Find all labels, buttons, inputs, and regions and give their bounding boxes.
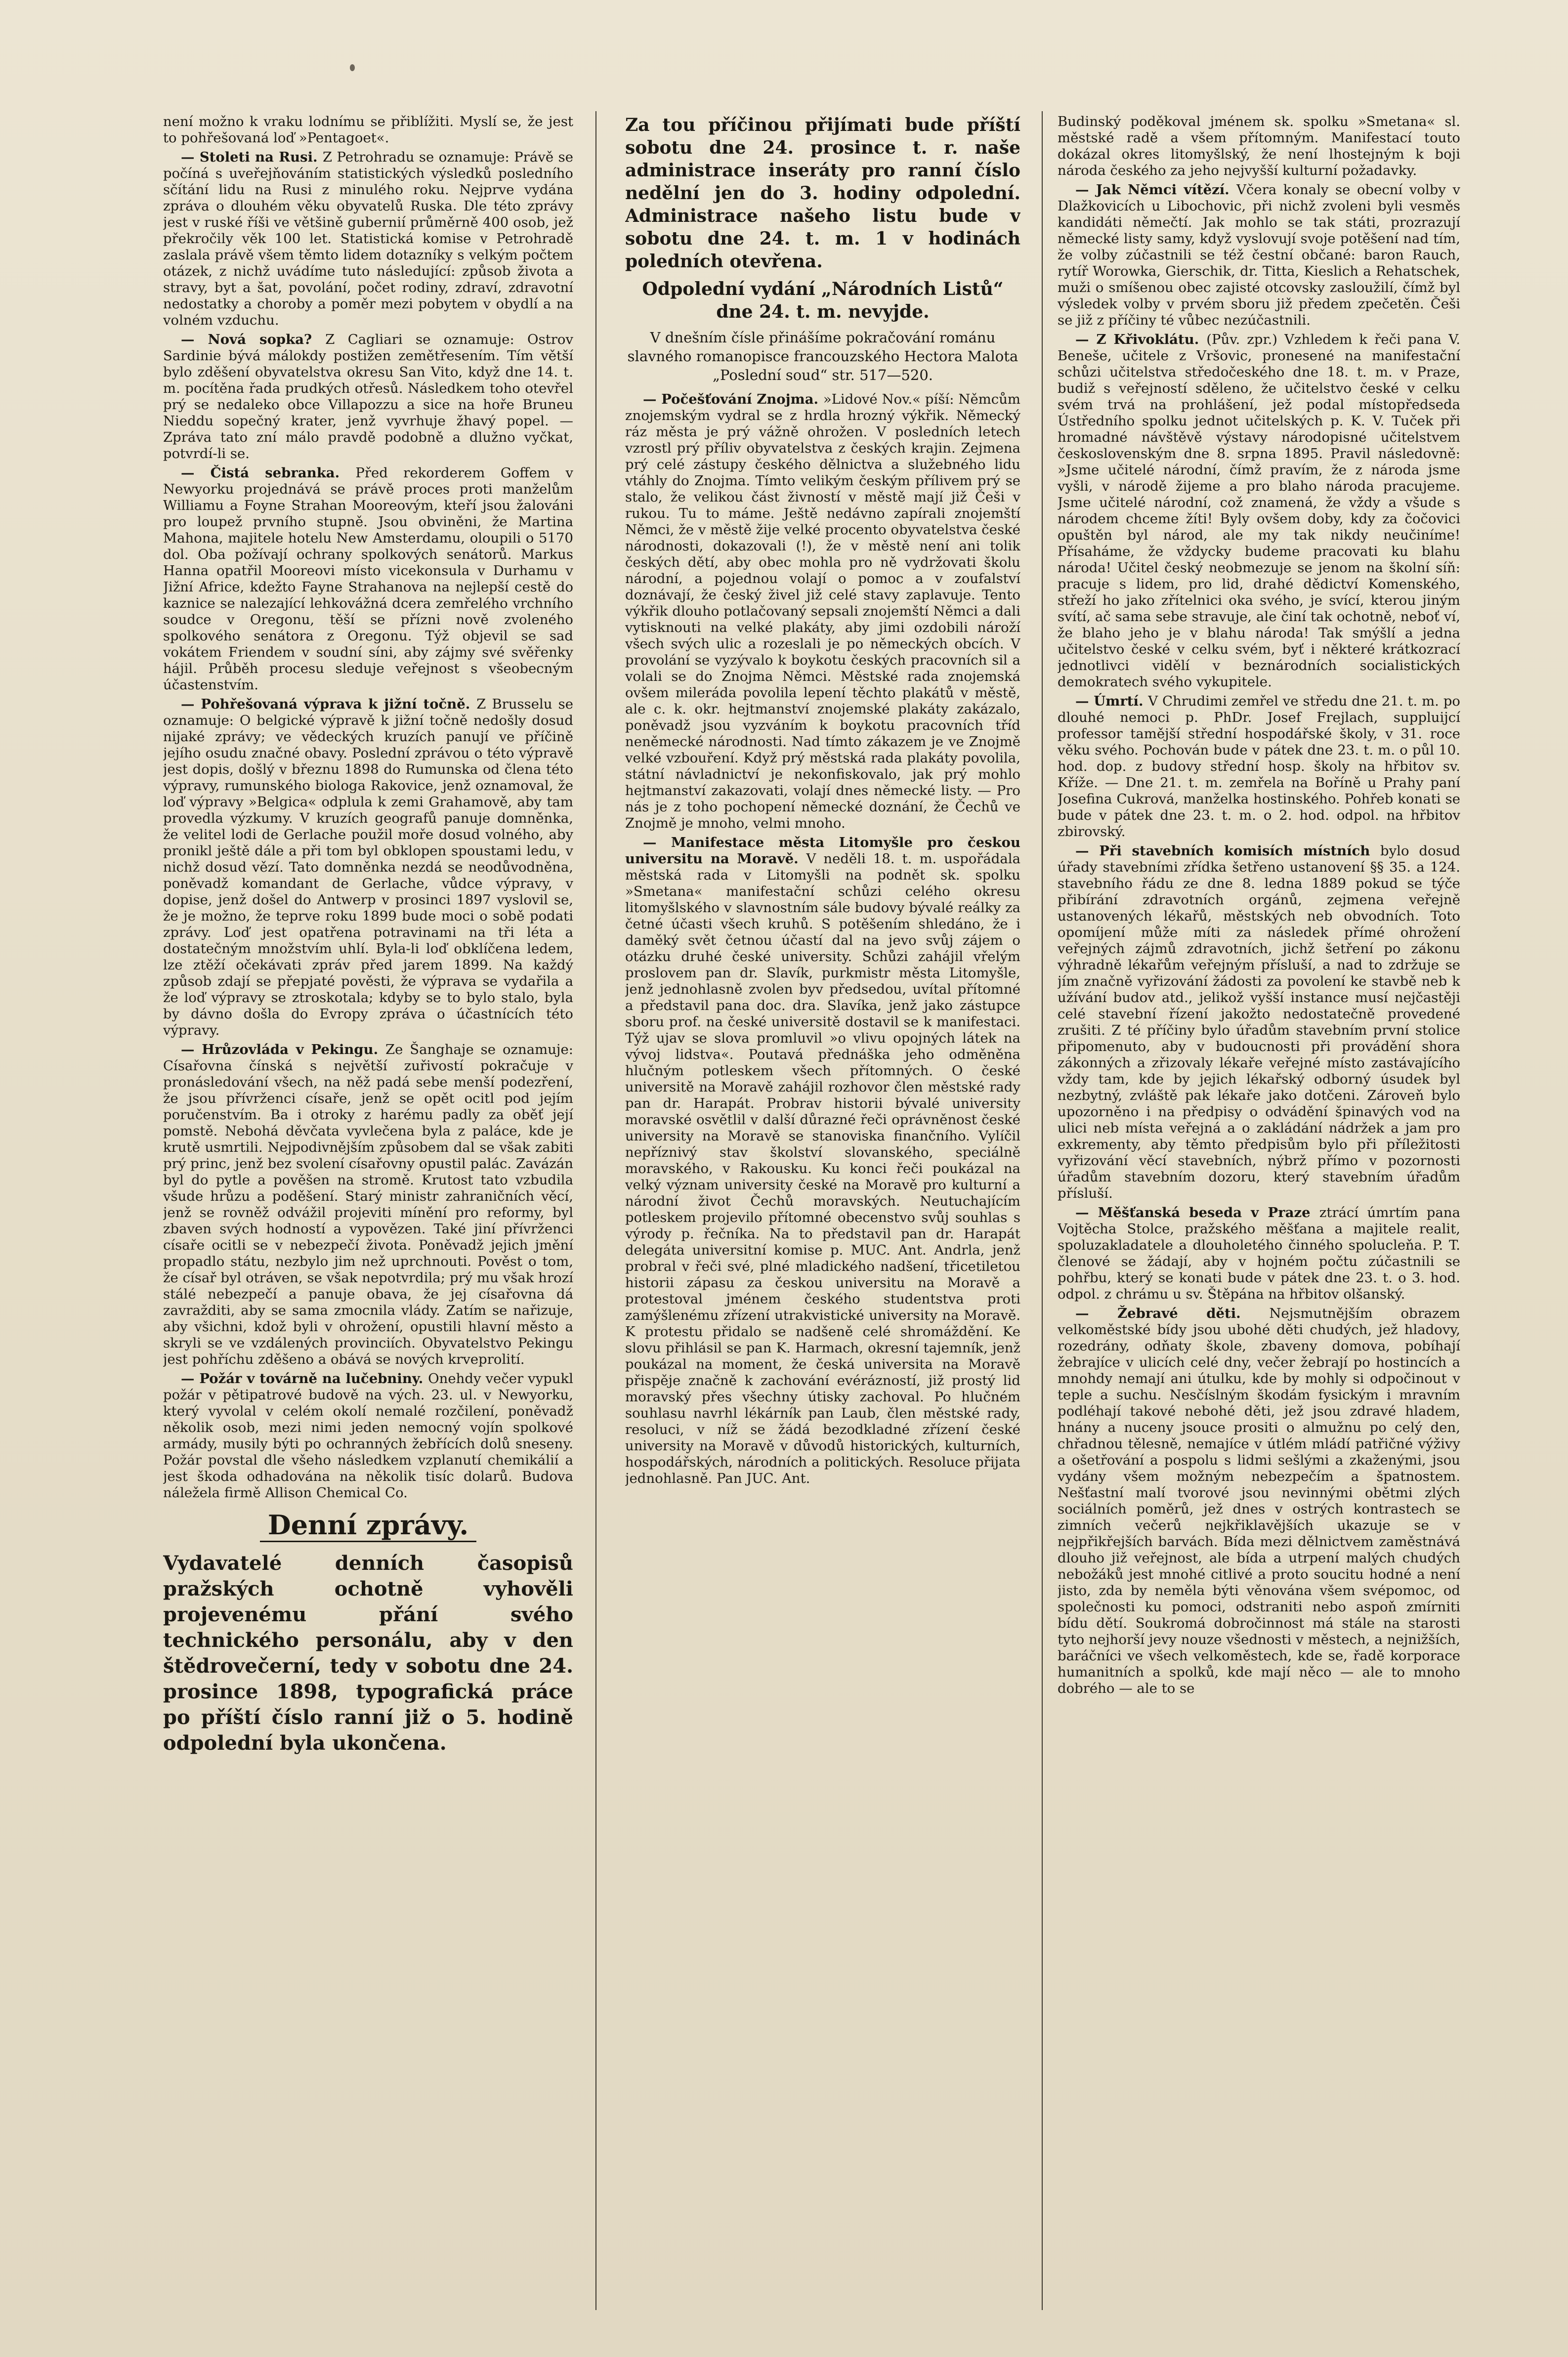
ink-speck xyxy=(350,64,355,71)
article-litomysl xyxy=(625,835,1020,1487)
article-continuation: není možno k vraku lodnímu se přiblížiti. Myslí se, že jest to pohřešovaná loď »Pentagoet«. xyxy=(163,114,573,146)
notice-administration: Za tou příčinou přijímati bude příští sobotu dne 24. prosince t. r. naše administrace inseráty pro ranní číslo nedělní jen do 3. hodiny odpolední. Administrace našeho listu bude v sobotu dne 24. t. m. 1 v hodinách poledních otevřena. xyxy=(625,115,1020,272)
article-body: bylo dosud úřady stavebními zřídka šetřeno ustanovení §§ 35. a 124. stavebního řádu ze dne 8. ledna 1889 pokud se týče přibírání zdravotních orgánů, zejmena veřejně ustanovených lékařů, městských neb obvodních. Toto opomíjení může míti za následek přímé ohrožení veřejných zájmů zdravotních, jichž šetření po zákonu výhradně lékařům veřejným přísluší, a nad to zdržuje se jím značně vyřizování žádosti za povolení ke stavbě neb k užívání budov atd., jelikož vyšší instance musí nejčastěji celé stavební řízení jakožto nedostatečně provedené zrušiti. Z té příčiny bylo úřadům stavebním první stolice připomenuto, aby v budoucnosti při provádění shora zákonných a zřizovaly lékaře veřejné místo zastávajícího vždy tam, kde by jejich lékařský odborný úsudek byl nezbytný, zvláště pak lékaře jako dotčeni. Zároveň bylo upozorněno i na předpisy o odvádění špinavých vod na ulici neb místa veřejná a o zakládání nádržek a jam pro exkrementy, aby těmto předpisům bylo při příležitosti vyřizování věcí stavebních, nýbrž přímo v pozornosti úřadům stavebním dozoru, který stavebním úřadům přísluší. xyxy=(1058,843,1460,1201)
column-2 xyxy=(625,114,1020,2310)
column-rule xyxy=(1042,111,1043,2310)
article-heading: — Žebravé děti. xyxy=(1075,1305,1270,1321)
article-zebrave xyxy=(1058,1305,1460,1697)
section-title xyxy=(163,1509,573,1541)
article-krivoklat xyxy=(1058,332,1460,690)
article-hrozovlada xyxy=(163,1042,573,1368)
column-3 xyxy=(1058,114,1460,2310)
notice-afternoon-edition: Odpolední vydání „Národních Listů“ dne 24. t. m. nevyjde. xyxy=(642,279,1004,322)
article-heading: — Nová sopka? xyxy=(181,332,326,347)
article-body: ztrácí úmrtím pana Vojtěcha Stolce, pražského měšťana a majitele realit, spoluzakladatele a dlouholetého činného spolucleňa. P. T. členové se žádají, aby v hojném počtu zúčastnili se pohřbu, který se konati bude v pátek dne 23. t. o 3. hod. odpol. z chrámu u sv. Štěpána na hřbitov olšanský. xyxy=(1058,1205,1460,1302)
article-znojmo xyxy=(625,391,1020,832)
article-body: Onehdy večer vypukl požár v pětipatrové budově na vých. 23. ul. v Newyorku, který vyvolal v celém okolí nemalé rozčilení, poněvadž několik osob, mezi nimi jeden nemocný vojín spolkové armády, musily býti po ochranných žebřících dolů sneseny. Požár povstal dle všeho následkem vzplanutí chemikálií a jest škoda odhadována na několik tisíc dolarů. Budova náležela firmě Allison Chemical Co. xyxy=(163,1371,573,1501)
article-heading: — Požár v továrně na lučebniny. xyxy=(181,1371,428,1387)
article-pozar xyxy=(163,1371,573,1501)
article-rusi xyxy=(163,149,573,329)
article-heading: — Pohřešovaná výprava k jižní točně. xyxy=(181,696,477,712)
article-beseda xyxy=(1058,1205,1460,1303)
article-body: (Pův. zpr.) Vzhledem k řeči pana V. Beneše, učitele z Vršovic, pronesené na manifestační schůzi učitelstva středočeského dne 18. t. m. v Praze, budiž s veřejností sděleno, že učitelstvo české v celku svém trvá na prohlášení, jež podal místopředseda Ústředního spolku jednot učitelských p. K. V. Tuček při hromadné návštěvě výstavy národopisné učitelstvem československým dne 8. srpna 1895. Pravil následovně: »Jsme učitelé národní, čímž pravím, že z národa jsme vyšli, v národě žijeme a pro blaho národa pracujeme. Jsme učitelé národní, což znamená, že vždy a všude s národem chceme žíti! Byly ovšem doby, kdy za čočovici opuštěn byl národ, ale my tak nikdy neučiníme! Přísaháme, že vždycky budeme pracovati ku blahu národa! Učitel český neobmezuje se jenom na školní síň: pracuje s lidem, pro lid, drahé dědictví Komenského, střeží ho jako zřítelnici oka svého, je svící, kterou jiným svítí, ač sama sebe stravuje, ale činí tak ochotně, neboť ví, že blaho jeho je v blahu národa! Tak smýšlí a jedna učitelstvo české v celku svém, byť i některé krátkozrací jednotlivci vidělí v beznárodních socialistických demokratech svého vykupitele. xyxy=(1058,332,1460,690)
notice-novel: V dnešním čísle přinášíme pokračování románu slavného romanopisce francouzského Hectora Malota „Poslední soud“ str. 517—520. xyxy=(627,329,1018,383)
article-body: Nejsmutnějším obrazem velkoměstské bídy jsou ubohé děti chudých, jež hladovy, rozedrány, odňaty škole, zbaveny domova, pobíhají žebrajíce v ulicích celé dny, večer žebrají po hostincích a mnohdy nemají ani útulku, kde by mohly si odpočinout v teple a suchu. Nesčíslným škodám fysickým i mravním podléhají takové nebohé děti, jež jsou zdravé hladem, hnány a nuceny jsouce prositi o almužnu po celý den, chřadnou tělesně, nemajíce v útlém mládí patřičné výživy a ošetřování a pospolu s lidmi sešlými a zkaženými, jsou vydány všem možným nebezpečím a špatnostem. Nešťastní malí tvorové jsou nevinnými obětmi zlých sociálních poměrů, jež dnes v ostrých kontrastech se zimních večerů nejkřiklavějších ukazuje se v nejpřikřejších barvách. Bída mezi dělnictvem zaměstnává dlouho již veřejnost, ale bída a utrpení malých chudých nebožáků jest mnohé citlivé a proto soucitu hodné a není jisto, zda by neměla býti věnována všem svépomoc, od společnosti ku pomoci, odstraniti nebo aspoň zmírniti bídu dětí. Soukromá dobročinnost má stále na starosti tyto nejhorší jevy nouze všednosti v městech, a nejnižších, baráčníci ve všech velkoměstech, kde se, řadě korporace humanitních a spolků, kde mají něco — ale to mnoho dobrého — ale to se xyxy=(1058,1305,1460,1696)
article-body: Před rekorderem Goffem v Newyorku projednává se právě proces proti manželům Williamu a Foyne Strahan Mooreovým, kteří jsou žalováni pro loupež prvního stupně. Jsou obviněni, že Martina Mahona, majitele hotelu New Amsterdamu, oloupili o 5170 dol. Oba požívají ochrany spolkových senátorů. Markus Hanna opatřil Mooreovi místo vicekonsula v Durhamu v Jižní Africe, kdežto Fayne Strahanova na nejlepší cestě do kaznice se nalezající lehkovážná dcera zemřelého vrchního soudce v Oregonu, těší se přízni nově zvoleného spolkového senátora z Oregonu. Týž objevil se sad vokátem Friendem v soudní síni, aby zájmy své svěřenky hájil. Průběh procesu sleduje veřejnost s všeobecným účastenstvím. xyxy=(163,465,573,693)
article-vyprava xyxy=(163,696,573,1039)
article-heading: — Hrůzovláda v Pekingu. xyxy=(181,1042,385,1057)
article-heading: — Čistá sebranka. xyxy=(181,465,356,481)
article-umrti xyxy=(1058,693,1460,840)
article-body: Z Brusselu se oznamuje: O belgické výpravě k jižní točně nedošly dosud nijaké zprávy; ve vědeckých kruzích panují ve příčině jejího osudu značné obavy. Poslední zprávou o této výpravě jest dopis, došlý v březnu 1898 do Rumunska od člena této výpravy, rumunského biologa Rakovice, jenž oznamoval, že loď výpravy »Belgica« odplula k zemi Grahamově, aby tam provedla výzkumy. V kruzích geografů panuje domněnka, že velitel lodi de Gerlache použil moře dosud volného, aby pronikl ještě dále a při tom byl obklopen spoustami ledu, v nichž dosud vězí. Tato domněnka nezdá se neodůvodněna, poněvadž komandant de Gerlache, vůdce výpravy, v dopise, jenž došel do Antwerp v prosinci 1897 vyslovil se, že je možno, že teprve roku 1899 bude moci o sobě podati zprávy. Loď jest opatřena potravinami na tři léta a dostatečným množstvím uhlí. Byla-li loď obklíčena ledem, lze ztěží očekávati zpráv před jarem 1899. Na každý způsob zdají se přepjaté pověsti, že výprava se vydařila a že loď výpravy se ztroskotala; kdyby se to bylo stalo, byla by dávno došla do Evropy zpráva o účastnících této výpravy. xyxy=(163,696,573,1038)
article-body: Ze Šanghaje se oznamuje: Císařovna čínská s největší zuřivostí pokračuje v pronásledování všech, na něž padá sebe menší podezření, že jsou přívrženci císaře, jenž se opět ocitl pod jejím poručenstvím. Ba i otroky z harému padly za oběť její pomstě. Nebohá děvčata vyvlečena byla z paláce, kde je krutě usmrtili. Nejpodivnějším způsobem dal se však zabiti prý princ, jenž bez svolení císařovny opustil palác. Zavázán byl do pytle a pověšen na stromě. Krutost tato vzbudila všude hrůzu a poděšení. Starý ministr zahraničních věcí, jenž se rovněž odvážil projeviti mínění pro reformy, byl zbaven svých hodností a vypovězen. Také jiní přívrženci císaře ocitli se v nebezpečí života. Poněvadž jejich jmění propadlo státu, nezbylo jim než uprchnouti. Pověst o tom, že císař byl otráven, se však nepotvrdila; prý mu však hrozí stálé nebezpečí a panuje obava, že jej císařovna dá zavražditi, aby se sama zmocnila vlády. Zatím se nařizuje, aby všichni, kdož byli v ohrožení, opustili hlavní město a skryli se ve vzdálených provinciích. Obyvatelstvo Pekingu jest pohříchu zděšeno a obává se nových krveprolití. xyxy=(163,1042,573,1367)
article-sopka xyxy=(163,332,573,462)
column-1 xyxy=(163,114,573,2310)
article-heading: — Manifestace města Litomyšle pro českou universitu na Moravě. xyxy=(625,835,1020,867)
article-body: Z Cagliari se oznamuje: Ostrov Sardinie bývá málokdy postižen zemětřesením. Tím větší bylo zděšení obyvatelstva okresu San Vito, když dne 14. t. m. pocítěna řada prudkých otřesů. Následkem toho otevřel prý se nedaleko obce Villapozzu a sice na hoře Bruneu Nieddu sopečný krater, jenž vyvrhuje žhavý popel. — Zpráva tato zní málo pravdě podobně a dlužno vyčkat, potvrdí-li se. xyxy=(163,332,573,462)
column-rule xyxy=(595,111,596,2310)
article-heading: — Z Křivoklátu. xyxy=(1075,332,1207,347)
article-body: Včera konaly se obecní volby v Dlažkovicích u Libochovic, při nichž zvoleni byli vesměs kandidáti němečtí. Jak mohlo se tak státi, prozrazují německé listy samy, když vyslovují svoje potěšení nad tím, že volby zúčastnili se též čestní občané: baron Rauch, rytíř Worowka, Gierschik, dr. Titta, Kieslich a Rehatschek, muži o smíšenou obec zajisté otcovsky zasloužilí, čímž byl výsledek volby v prvém sboru již předem zpečetěn. Češi se již z příčiny té vůbec nezúčastnili. xyxy=(1058,182,1460,328)
article-heading: — Stoleti na Rusi. xyxy=(181,149,323,165)
article-body: »Lidové Nov.« píší: Němcům znojemským vydral se z hrdla hrozný výkřik. Německý ráz města je prý vážně ohrožen. V posledních letech vzrostl prý příliv obyvatelstva z českých krajin. Zejmena prý celé zástupy českého dělnictva a služebného lidu vtáhly do Znojma. Tímto velikým českým přílivem prý se stalo, že velikou část živností v městě mají již Češi v rukou. Tu to máme. Ještě nedávno zapírali znojemští Němci, že v městě žije velké procento obyvatelstva české národnosti, dokazovali (!), že v městě není ani tolik českých dětí, aby obec mohla pro ně vydržovati školu národní, a pojednou volají o pomoc a v zoufalství doznávají, že český živel již celé stavy zaplavuje. Tento výkřik dlouho potlačovaný sepsali znojemští Němci a dali vytisknouti na velké plakáty, aby jimi ozdobili nároží všech svých ulic a rozeslali je po německých obcích. V provolání se vyzývalo k boykotu českých pracovních sil a volali se do Znojma Němci. Městské rada znojemská ovšem mileráda povolila lepení těchto plakátů v městě, ale c. k. okr. hejtmanství znojemské plakáty zakázalo, poněvadž jsou vyzváním k boykotu pracovních tříd neněmecké národnosti. Nad tímto zákazem je ve Znojmě velké vzbouření. Když prý městská rada plakáty povolila, státní návladnictví je nekonfiskovalo, jak prý mohlo hejtmanství zakazovati, volají dnes německé listy. — Pro nás je z toho pochopení německé doznání, že Čechů ve Znojmě je mnoho, velmi mnoho. xyxy=(625,391,1020,831)
article-continuation: Budinský poděkoval jménem sk. spolku »Smetana« sl. městské radě a všem přítomným. Manifestací touto dokázal okres litomyšlský, že není lhostejným k boji národa českého za jeho nejvyšší kulturní požadavky. xyxy=(1058,114,1460,178)
article-heading: — Při stavebních komisích místních xyxy=(1075,843,1381,859)
article-heading: — Jak Němci vítězí. xyxy=(1075,182,1237,198)
article-heading: — Počešťování Znojma. xyxy=(643,391,823,407)
article-sebranka xyxy=(163,465,573,693)
article-komisi xyxy=(1058,843,1460,1202)
article-heading: — Úmrtí. xyxy=(1075,693,1148,709)
article-heading: — Měšťanská beseda v Praze xyxy=(1075,1205,1319,1221)
article-nemci xyxy=(1058,182,1460,329)
article-body: V neděli 18. t. m. uspořádala městská rada v Litomyšli na podnět sk. spolku »Smetana« manifestační schůzi celého okresu litomyšlského v slavnostním sále budovy bývalé reálky za četné účasti všech kruhů. S potěšením shledáno, že i daměký svět četnou účastí dal na jevo svůj zájem o otázku druhé české university. Schůzi zahájil vřelým proslovem pan dr. Slavík, purkmistr města Litomyšle, jenž jednohlasně zvolen byv předsedou, uvítal přítomné a představil pana doc. dra. Slavíka, jenž jako zástupce sboru prof. na české universitě dostavil se k manifestaci. Týž ujav se slova promluvil »o vlivu opojných látek na vývoj lidstva«. Poutavá přednáška jeho odměněna hlučným potleskem všech přítomných. O české universitě na Moravě zahájil rozhovor člen městské rady pan dr. Harapát. Probrav historii bývalé university moravské osvětlil v další důrazné řeči oprávněnost české university na Moravě se stanoviska finančního. Vylíčil nepříznivý stav školství slovanského, speciálně moravského, v Rakousku. Ku konci řeči poukázal na velký význam university české na Moravě pro kulturní a národní život Čechů moravských. Neutuchajícím potleskem projevilo přítomné obecenstvo svůj souhlas s výrody p. řečníka. Na to představil pan dr. Harapát delegáta universitní komise p. MUC. Ant. Andrla, jenž probral v řeči své, plné mladického nadšení, třicetiletou historii zápasu za českou universitu na Moravě a protestoval jménem českého studentstva proti zamýšlenému zřízení utrakvistické university na Moravě. K protestu přidalo se nadšeně celé shromáždění. Ke slovu přihlásil se pan K. Harmach, okresní tajemník, jenž poukázal na moment, že česká universita na Moravě přispěje značně k zachování evérázností, již prostý lid moravský přes všechny útisky zachoval. Po hlučném souhlasu navrhl lékárník pan Laub, člen městské rady, resoluci, v níž se žádá bezodkladné zřízení české university na Moravě v důvodů historických, kulturních, hospodářských, národních a politických. Resoluce přijata jednohlasně. Pan JUC. Ant. xyxy=(625,851,1020,1486)
section-title-text: Denní zprávy. xyxy=(260,1509,476,1542)
article-body: V Chrudimi zemřel ve středu dne 21. t. m. po dlouhé nemoci p. PhDr. Josef Frejlach, suppluijcí professor tamější střední hospodářské školy, v 31. roce věku svého. Pochován bude v pátek dne 23. t. m. o půl 10. hod. dop. z budovy střední hosp. školy na hřbitov sv. Kříže. — Dne 21. t. m. zemřela na Boříně u Prahy paní Josefina Cukrová, manželka hostinského. Pohřeb konati se bude v pátek dne 23. t. m. o 2. hod. odpol. na hřbitov zbirovský. xyxy=(1058,693,1460,840)
article-body: Z Petrohradu se oznamuje: Právě se počíná s uveřejňováním statistických výsledků posledního sčítání lidu na Rusi z minulého roku. Nejprve vydána zpráva o dlouhém věku obyvatelů Ruska. Dle této zprávy jest v ruské říši ve většině gubernií průměrně 400 osob, jež překročily věk 100 let. Statistická komise v Petrohradě zaslala právě všem těmto lidem dotazníky s velkým počtem otázek, z nichž uvádíme tuto následující: způsob života a stravy, byt a šat, povolání, počet rodiny, zdraví, zdravotní nedostatky a choroby a poměr mezi pobytem v obydlí a na volném vzduchu. xyxy=(163,149,573,328)
notice-typography: Vydavatelé denních časopisů pražských ochotně vyhověli projevenému přání svého technického personálu, aby v den štědrovečerní, tedy v sobotu dne 24. prosince 1898, typografická práce po příští číslo ranní již o 5. hodině odpolední byla ukončena. xyxy=(163,1552,573,1755)
